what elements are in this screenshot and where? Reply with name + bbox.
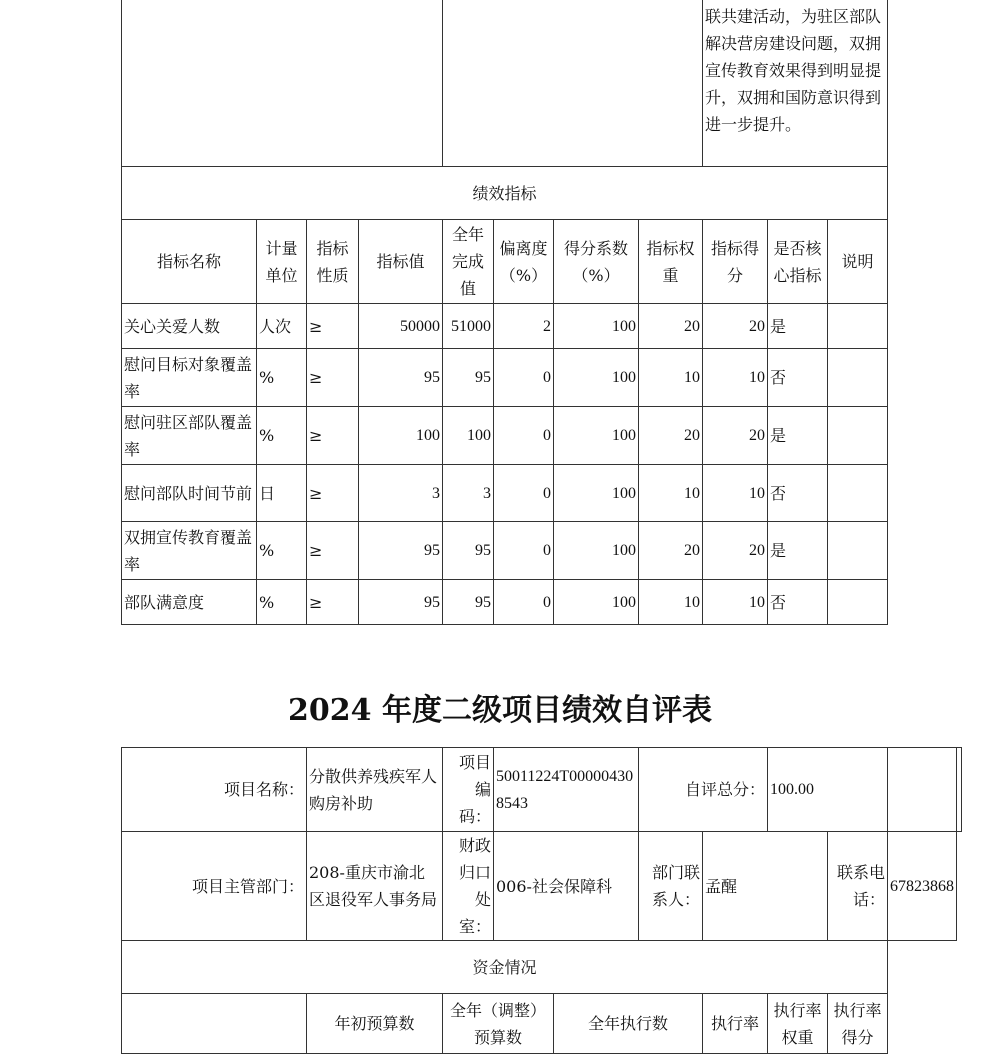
funds-header-cell: 执行率权重 [768, 994, 828, 1054]
indicator-nature: ≥ [307, 465, 359, 522]
indicator-score: 20 [703, 522, 768, 580]
funds-header-cell: 全年执行数 [554, 994, 703, 1054]
indicator-note [828, 522, 888, 580]
self-score-label: 自评总分： [639, 748, 768, 832]
header-cell: 指标性质 [307, 220, 359, 304]
indicator-target: 95 [359, 349, 443, 407]
indicator-coefficient: 100 [554, 580, 639, 625]
indicator-weight: 10 [639, 580, 703, 625]
project-code-value: 50011224T000004308543 [494, 748, 639, 832]
header-cell: 说明 [828, 220, 888, 304]
header-cell: 指标名称 [122, 220, 257, 304]
indicator-core: 否 [768, 465, 828, 522]
indicator-note [828, 407, 888, 465]
indicator-weight: 10 [639, 465, 703, 522]
header-cell: 指标得分 [703, 220, 768, 304]
indicator-actual: 51000 [443, 304, 494, 349]
indicator-name: 慰问驻区部队覆盖率 [122, 407, 257, 465]
indicator-coefficient: 100 [554, 465, 639, 522]
indicator-nature: ≥ [307, 580, 359, 625]
project-name-row [122, 748, 962, 832]
indicator-nature: ≥ [307, 349, 359, 407]
header-cell: 指标值 [359, 220, 443, 304]
indicator-deviation: 0 [494, 349, 554, 407]
continuation-text: 联共建活动，为驻区部队解决营房建设问题，双拥宣传教育效果得到明显提升，双拥和国防意识得到进一步提升。 [703, 0, 888, 167]
indicator-coefficient: 100 [554, 349, 639, 407]
indicator-unit: 日 [257, 465, 307, 522]
indicator-name: 慰问目标对象覆盖率 [122, 349, 257, 407]
header-cell: 全年完成值 [443, 220, 494, 304]
indicator-nature: ≥ [307, 522, 359, 580]
indicator-unit: % [257, 580, 307, 625]
indicator-deviation: 0 [494, 580, 554, 625]
indicator-score: 10 [703, 349, 768, 407]
project-code-label: 项目编码： [443, 748, 494, 832]
indicator-name: 双拥宣传教育覆盖率 [122, 522, 257, 580]
contact-label: 部门联系人： [639, 832, 703, 941]
indicator-deviation: 2 [494, 304, 554, 349]
funds-header-cell: 执行率 [703, 994, 768, 1054]
funds-header-cell: 执行率得分 [828, 994, 888, 1054]
indicator-weight: 10 [639, 349, 703, 407]
indicator-actual: 3 [443, 465, 494, 522]
page-title: 2024 年度二级项目绩效自评表 [288, 693, 712, 728]
indicator-score: 10 [703, 580, 768, 625]
indicator-unit: % [257, 407, 307, 465]
indicator-coefficient: 100 [554, 522, 639, 580]
indicator-nature: ≥ [307, 304, 359, 349]
indicator-note [828, 465, 888, 522]
project-name-value: 分散供养残疾军人购房补助 [307, 748, 443, 832]
indicator-coefficient: 100 [554, 304, 639, 349]
dept-label: 项目主管部门： [122, 832, 307, 941]
indicator-note [828, 304, 888, 349]
indicator-unit: % [257, 349, 307, 407]
header-cell: 得分系数（%） [554, 220, 639, 304]
department-row [122, 832, 962, 941]
project-name-label: 项目名称： [122, 748, 307, 832]
indicator-core: 否 [768, 349, 828, 407]
indicator-weight: 20 [639, 304, 703, 349]
header-cell: 计量单位 [257, 220, 307, 304]
indicator-target: 50000 [359, 304, 443, 349]
funds-header-cell: 全年（调整）预算数 [443, 994, 554, 1054]
indicator-target: 3 [359, 465, 443, 522]
phone-value: 67823868 [888, 832, 957, 941]
indicator-core: 是 [768, 407, 828, 465]
dept-value: 208-重庆市渝北区退役军人事务局 [307, 832, 443, 941]
indicator-actual: 95 [443, 349, 494, 407]
header-cell: 是否核心指标 [768, 220, 828, 304]
self-score-value: 100.00 [768, 748, 888, 832]
indicator-row [122, 580, 888, 625]
contact-value: 孟醒 [703, 832, 828, 941]
indicator-core: 否 [768, 580, 828, 625]
performance-indicators-table [121, 0, 888, 625]
header-cell: 指标权重 [639, 220, 703, 304]
indicator-name: 关心关爱人数 [122, 304, 257, 349]
indicator-deviation: 0 [494, 407, 554, 465]
funds-header-cell: 年初预算数 [307, 994, 443, 1054]
indicator-row [122, 349, 888, 407]
header-cell: 偏离度（%） [494, 220, 554, 304]
indicator-score: 20 [703, 304, 768, 349]
indicator-score: 10 [703, 465, 768, 522]
indicator-deviation: 0 [494, 522, 554, 580]
indicator-deviation: 0 [494, 465, 554, 522]
indicator-unit: % [257, 522, 307, 580]
indicator-target: 95 [359, 580, 443, 625]
phone-label: 联系电话： [828, 832, 888, 941]
indicator-name: 部队满意度 [122, 580, 257, 625]
indicator-note [828, 349, 888, 407]
continuation-row [122, 0, 888, 167]
funds-header-row [122, 994, 962, 1054]
indicator-row [122, 522, 888, 580]
section-title-funds: 资金情况 [122, 941, 888, 994]
finance-value: 006-社会保障科 [494, 832, 639, 941]
indicator-nature: ≥ [307, 407, 359, 465]
indicator-coefficient: 100 [554, 407, 639, 465]
indicator-target: 100 [359, 407, 443, 465]
indicator-row [122, 465, 888, 522]
indicator-core: 是 [768, 304, 828, 349]
indicator-weight: 20 [639, 407, 703, 465]
indicator-target: 95 [359, 522, 443, 580]
indicator-weight: 20 [639, 522, 703, 580]
indicator-unit: 人次 [257, 304, 307, 349]
indicator-header-row [122, 220, 888, 304]
indicator-actual: 100 [443, 407, 494, 465]
indicator-core: 是 [768, 522, 828, 580]
section-title-performance: 绩效指标 [122, 167, 888, 220]
finance-label: 财政归口处室： [443, 832, 494, 941]
indicator-score: 20 [703, 407, 768, 465]
indicator-row [122, 304, 888, 349]
project-info-table [121, 747, 962, 1054]
indicator-actual: 95 [443, 580, 494, 625]
indicator-actual: 95 [443, 522, 494, 580]
indicator-note [828, 580, 888, 625]
indicator-row [122, 407, 888, 465]
indicator-name: 慰问部队时间节前 [122, 465, 257, 522]
